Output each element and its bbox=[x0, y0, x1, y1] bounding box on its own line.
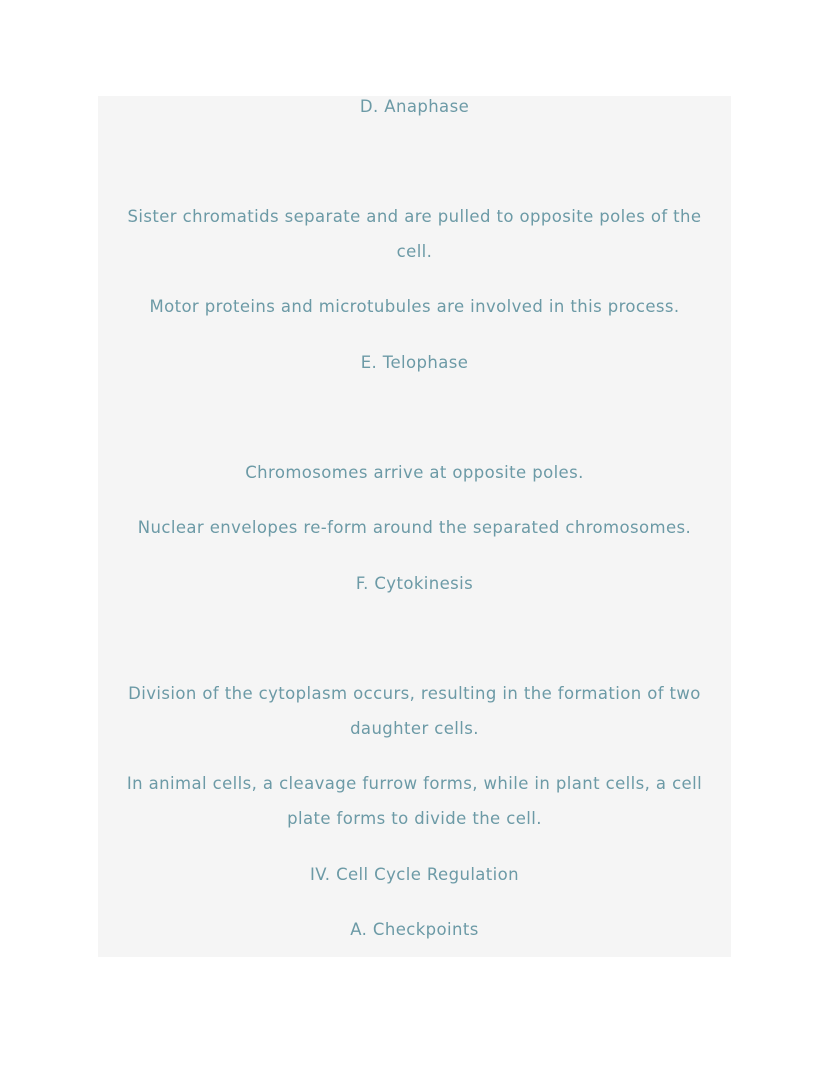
anaphase-text-line-2: cell. bbox=[396, 242, 433, 261]
heading-cytokinesis: F. Cytokinesis bbox=[355, 574, 474, 593]
cytokinesis-text-line-2: daughter cells. bbox=[350, 719, 479, 738]
telophase-text-line-1: Chromosomes arrive at opposite poles. bbox=[245, 463, 584, 482]
cytokinesis-cleavage-line-2: plate forms to divide the cell. bbox=[287, 809, 542, 828]
heading-anaphase: D. Anaphase bbox=[359, 97, 470, 116]
cytokinesis-cleavage-line-1: In animal cells, a cleavage furrow forms, while in plant cells, a cell bbox=[126, 774, 703, 793]
heading-checkpoints: A. Checkpoints bbox=[350, 920, 479, 939]
telophase-text-line-2: Nuclear envelopes re-form around the separated chromosomes. bbox=[137, 518, 692, 537]
heading-telophase: E. Telophase bbox=[360, 353, 469, 372]
anaphase-text-line-1: Sister chromatids separate and are pulled to opposite poles of the bbox=[127, 207, 702, 226]
heading-cell-cycle-regulation: IV. Cell Cycle Regulation bbox=[309, 865, 520, 884]
cytokinesis-text-line-1: Division of the cytoplasm occurs, resulting in the formation of two bbox=[128, 684, 701, 703]
anaphase-motor-proteins: Motor proteins and microtubules are involved in this process. bbox=[149, 297, 680, 316]
